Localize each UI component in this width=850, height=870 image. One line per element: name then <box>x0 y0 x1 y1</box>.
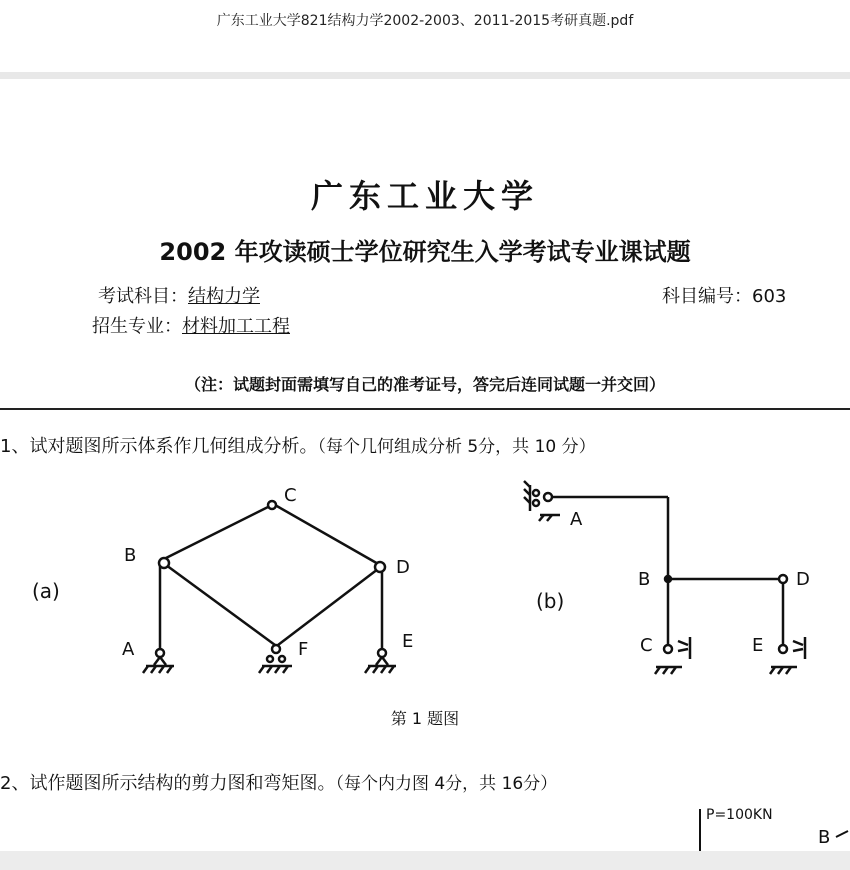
question-2-score: （每个内力图 4分，共 16分） <box>335 774 558 794</box>
member-BF <box>166 565 275 645</box>
exam-note: （注：试题封面需填写自己的准考证号，答完后连同试题一并交回） <box>184 375 665 394</box>
member-DF <box>278 569 378 645</box>
question-1-figures <box>0 79 850 851</box>
figure-a <box>143 501 396 673</box>
code-value: 603 <box>752 286 787 307</box>
figure-caption: 第 1 题图 <box>390 709 460 728</box>
code-label: 科目编号： <box>662 286 752 307</box>
fig-a-node-C: C <box>284 485 297 506</box>
exam-title: 2002 年攻读硕士学位研究生入学考试专业课试题 <box>159 238 691 266</box>
support-F <box>259 645 292 673</box>
document-filename: 广东工业大学821结构力学2002-2003、2011-2015考研真题.pdf <box>216 13 634 29</box>
question-2-node-B: B <box>818 827 831 848</box>
question-1-score: （每个几何组成分析 5分，共 10 分） <box>317 437 596 457</box>
support-A <box>524 481 560 521</box>
pdf-page <box>0 79 850 851</box>
page-separator <box>0 72 850 79</box>
fig-a-node-E: E <box>402 631 414 652</box>
fig-a-label: (a) <box>32 579 60 603</box>
question-2-text: 2、试作题图所示结构的剪力图和弯矩图。 <box>0 773 336 794</box>
school-name: 广东工业大学 <box>310 177 539 215</box>
joint-B <box>665 576 671 582</box>
subject-value: 结构力学 <box>188 286 260 307</box>
fig-a-node-F: F <box>298 639 309 660</box>
member-BC <box>164 505 272 559</box>
subject-label: 考试科目： <box>98 286 188 307</box>
fig-b-node-C: C <box>640 635 653 656</box>
question-2-load-label: P=100KN <box>706 807 773 823</box>
fig-a-node-D: D <box>396 557 410 578</box>
hinge-D <box>375 562 385 572</box>
fig-b-node-E: E <box>752 635 764 656</box>
support-E <box>365 649 396 673</box>
fig-b-label: (b) <box>536 589 565 613</box>
question-1-text: 1、试对题图所示体系作几何组成分析。 <box>0 436 318 457</box>
hinge-B <box>159 558 169 568</box>
fig-a-node-B: B <box>124 545 137 566</box>
fig-a-node-A: A <box>122 639 135 660</box>
support-C <box>655 637 690 674</box>
support-fragment <box>836 831 848 837</box>
viewer-header <box>0 0 850 72</box>
fig-b-node-D: D <box>796 569 810 590</box>
member-CD <box>275 505 380 565</box>
support-A <box>143 649 174 673</box>
fig-b-node-A: A <box>570 509 583 530</box>
support-E <box>770 637 805 674</box>
viewer-footer <box>0 851 850 870</box>
hinge-C <box>268 501 276 509</box>
major-label: 招生专业： <box>92 316 182 337</box>
hinge-D <box>779 575 787 583</box>
fig-b-node-B: B <box>638 569 651 590</box>
question-2 <box>0 769 557 795</box>
major-value: 材料加工工程 <box>182 316 290 337</box>
